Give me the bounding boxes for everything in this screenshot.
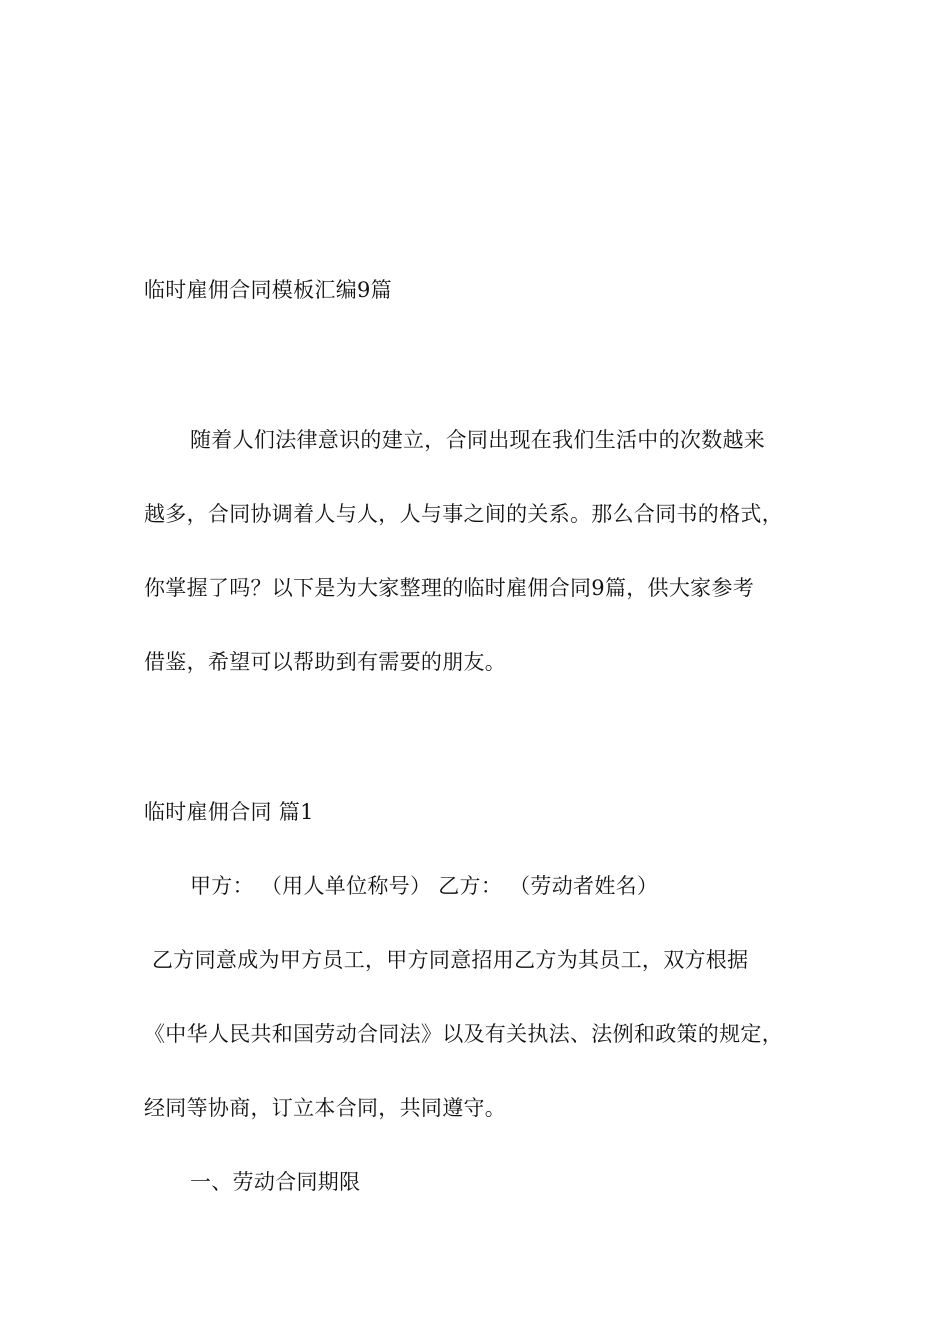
intro-line-4: 借鉴，希望可以帮助到有需要的朋友。: [144, 650, 507, 674]
intro-line-1: 随着人们法律意识的建立，合同出现在我们生活中的次数越来: [190, 428, 766, 452]
body-line-3: 经同等协商，订立本合同，共同遵守。: [144, 1096, 507, 1120]
body-line-2: 《中华人民共和国劳动合同法》以及有关执法、法例和政策的规定，: [144, 1022, 783, 1046]
intro-line-3: 你掌握了吗？以下是为大家整理的临时雇佣合同9篇，供大家参考: [144, 576, 755, 600]
body-line-1: 乙方同意成为甲方员工，甲方同意招用乙方为其员工，双方根据: [152, 948, 749, 972]
clause-heading: 一、劳动合同期限: [190, 1170, 361, 1194]
parties-line: 甲方： （用人单位称号） 乙方： （劳动者姓名）: [190, 874, 659, 898]
section-title: 临时雇佣合同 篇1: [144, 800, 314, 824]
document-title: 临时雇佣合同模板汇编9篇: [144, 278, 392, 302]
intro-line-2: 越多，合同协调着人与人，人与事之间的关系。那么合同书的格式，: [144, 502, 783, 526]
